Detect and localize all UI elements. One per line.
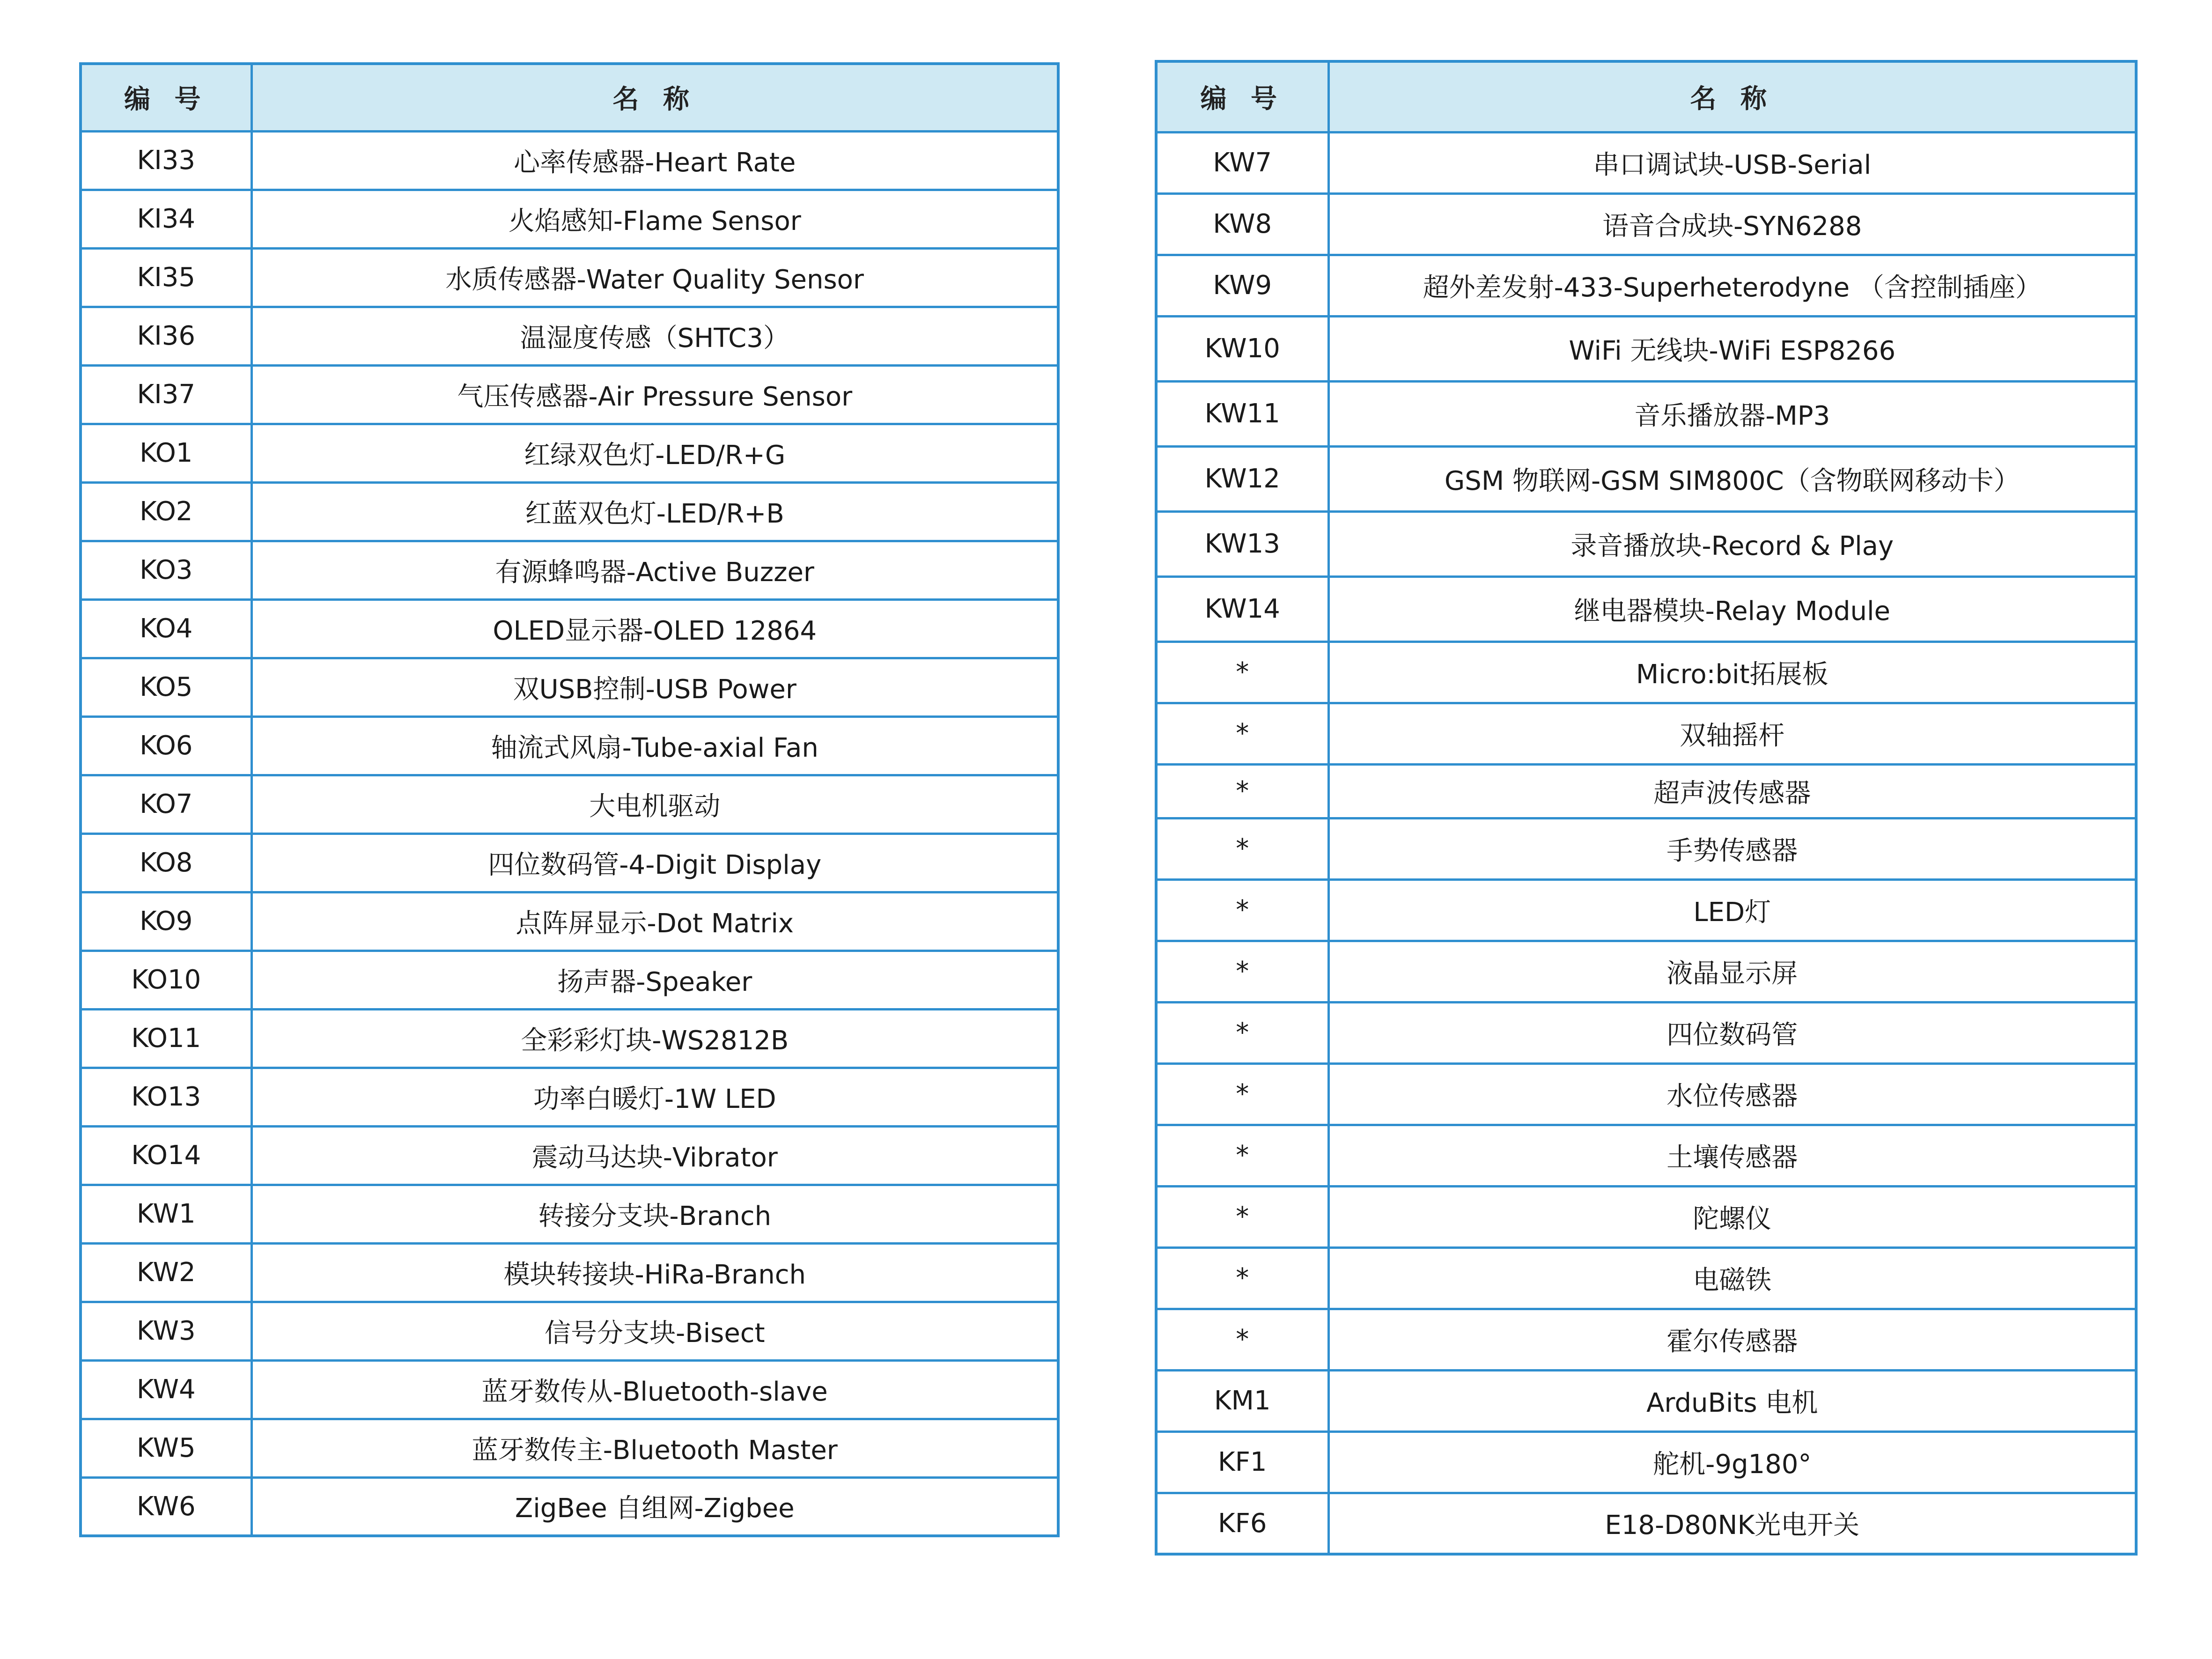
name-column-header: 名 称 [1328, 61, 2136, 132]
code-column-header: 编 号 [1156, 61, 1328, 132]
part-name: 扬声器-Speaker [251, 951, 1058, 1009]
part-code: * [1156, 764, 1328, 818]
part-code: * [1156, 641, 1328, 703]
table-row [1156, 511, 2136, 576]
part-code: KO5 [81, 658, 251, 716]
part-code: KW14 [1156, 576, 1328, 641]
right-table-header [1156, 61, 2136, 132]
part-code: KO14 [81, 1126, 251, 1185]
part-name: 全彩彩灯块-WS2812B [251, 1009, 1058, 1068]
part-code: KF6 [1156, 1493, 1328, 1554]
table-row [1156, 1247, 2136, 1309]
part-name: ArduBits 电机 [1328, 1370, 2136, 1431]
part-name: 温湿度传感（SHTC3） [251, 307, 1058, 365]
left-table-header [81, 64, 1058, 131]
part-name: 录音播放块-Record & Play [1328, 511, 2136, 576]
part-code: KO1 [81, 424, 251, 482]
table-row [81, 248, 1058, 307]
code-column-header: 编 号 [81, 64, 251, 131]
part-code: KI35 [81, 248, 251, 307]
part-code: * [1156, 879, 1328, 941]
part-name: 双轴摇杆 [1328, 703, 2136, 764]
table-row [81, 658, 1058, 716]
table-row [81, 131, 1058, 190]
part-name: 震动马达块-Vibrator [251, 1126, 1058, 1185]
part-code: KO10 [81, 951, 251, 1009]
part-name: 水位传感器 [1328, 1063, 2136, 1125]
part-code: KO8 [81, 833, 251, 892]
table-row [81, 599, 1058, 658]
left-table-body [81, 131, 1058, 1536]
part-name: E18-D80NK光电开关 [1328, 1493, 2136, 1554]
part-name: 舵机-9g180° [1328, 1431, 2136, 1493]
table-row [1156, 1063, 2136, 1125]
table-row [1156, 818, 2136, 879]
part-name: WiFi 无线块-WiFi ESP8266 [1328, 316, 2136, 381]
part-name: 液晶显示屏 [1328, 941, 2136, 1002]
part-code: KI34 [81, 190, 251, 248]
part-code: KO11 [81, 1009, 251, 1068]
part-name: 轴流式风扇-Tube-axial Fan [251, 716, 1058, 775]
table-row [1156, 764, 2136, 818]
table-row [81, 1185, 1058, 1243]
part-name: 双USB控制-USB Power [251, 658, 1058, 716]
part-code: * [1156, 1186, 1328, 1247]
part-name: 电磁铁 [1328, 1247, 2136, 1309]
table-row [1156, 381, 2136, 446]
part-code: KO13 [81, 1068, 251, 1126]
table-row [81, 482, 1058, 541]
part-code: KO2 [81, 482, 251, 541]
part-name: 大电机驱动 [251, 775, 1058, 833]
table-row [81, 833, 1058, 892]
table-row [81, 307, 1058, 365]
left-parts-table [79, 62, 1060, 1537]
table-row [1156, 1493, 2136, 1554]
part-code: KF1 [1156, 1431, 1328, 1493]
table-row [81, 424, 1058, 482]
part-name: 蓝牙数传从-Bluetooth-slave [251, 1360, 1058, 1419]
table-row [81, 1419, 1058, 1477]
part-code: KW1 [81, 1185, 251, 1243]
part-name: OLED显示器-OLED 12864 [251, 599, 1058, 658]
table-row [81, 1360, 1058, 1419]
part-code: KW8 [1156, 193, 1328, 255]
part-name: 信号分支块-Bisect [251, 1302, 1058, 1360]
table-row [1156, 1125, 2136, 1186]
part-name: 四位数码管-4-Digit Display [251, 833, 1058, 892]
table-row [81, 951, 1058, 1009]
part-name: 超声波传感器 [1328, 764, 2136, 818]
name-column-header: 名 称 [251, 64, 1058, 131]
part-code: KW5 [81, 1419, 251, 1477]
part-name: 转接分支块-Branch [251, 1185, 1058, 1243]
table-row [1156, 1370, 2136, 1431]
part-name: 气压传感器-Air Pressure Sensor [251, 365, 1058, 424]
part-code: KW6 [81, 1477, 251, 1536]
table-row [81, 365, 1058, 424]
table-row [81, 541, 1058, 599]
part-name: Micro:bit拓展板 [1328, 641, 2136, 703]
table-row [1156, 941, 2136, 1002]
part-code: KW13 [1156, 511, 1328, 576]
table-row [1156, 446, 2136, 511]
part-code: KW3 [81, 1302, 251, 1360]
part-name: GSM 物联网-GSM SIM800C（含物联网移动卡） [1328, 446, 2136, 511]
part-code: KO9 [81, 892, 251, 951]
part-name: 继电器模块-Relay Module [1328, 576, 2136, 641]
table-row [81, 892, 1058, 951]
part-name: 火焰感知-Flame Sensor [251, 190, 1058, 248]
table-row [1156, 255, 2136, 316]
part-name: 超外差发射-433-Superheterodyne （含控制插座） [1328, 255, 2136, 316]
part-code: * [1156, 1309, 1328, 1370]
part-name: 模块转接块-HiRa-Branch [251, 1243, 1058, 1302]
part-name: 功率白暖灯-1W LED [251, 1068, 1058, 1126]
table-row [1156, 1431, 2136, 1493]
part-name: 串口调试块-USB-Serial [1328, 132, 2136, 193]
part-code: * [1156, 818, 1328, 879]
part-name: 霍尔传感器 [1328, 1309, 2136, 1370]
part-code: KW4 [81, 1360, 251, 1419]
part-code: KW2 [81, 1243, 251, 1302]
part-name: 手势传感器 [1328, 818, 2136, 879]
part-name: 红绿双色灯-LED/R+G [251, 424, 1058, 482]
part-code: KW12 [1156, 446, 1328, 511]
part-name: 蓝牙数传主-Bluetooth Master [251, 1419, 1058, 1477]
table-row [81, 1126, 1058, 1185]
part-name: LED灯 [1328, 879, 2136, 941]
part-code: KO4 [81, 599, 251, 658]
part-code: KI37 [81, 365, 251, 424]
part-code: KO6 [81, 716, 251, 775]
table-row [81, 1009, 1058, 1068]
part-code: KO7 [81, 775, 251, 833]
table-row [81, 716, 1058, 775]
part-code: * [1156, 941, 1328, 1002]
part-code: KW11 [1156, 381, 1328, 446]
table-row [81, 190, 1058, 248]
table-row [1156, 1186, 2136, 1247]
part-name: 土壤传感器 [1328, 1125, 2136, 1186]
part-name: 四位数码管 [1328, 1002, 2136, 1063]
part-code: * [1156, 1247, 1328, 1309]
part-name: 心率传感器-Heart Rate [251, 131, 1058, 190]
table-row [1156, 576, 2136, 641]
right-table-body [1156, 132, 2136, 1554]
right-parts-table [1155, 60, 2138, 1556]
part-name: 水质传感器-Water Quality Sensor [251, 248, 1058, 307]
table-row [81, 1243, 1058, 1302]
part-name: 有源蜂鸣器-Active Buzzer [251, 541, 1058, 599]
part-code: * [1156, 1125, 1328, 1186]
table-row [1156, 193, 2136, 255]
part-code: KM1 [1156, 1370, 1328, 1431]
part-name: 音乐播放器-MP3 [1328, 381, 2136, 446]
part-code: * [1156, 703, 1328, 764]
table-row [1156, 132, 2136, 193]
table-row [81, 1477, 1058, 1536]
table-row [1156, 316, 2136, 381]
part-name: 陀螺仪 [1328, 1186, 2136, 1247]
table-row [81, 775, 1058, 833]
table-row [81, 1068, 1058, 1126]
part-name: 点阵屏显示-Dot Matrix [251, 892, 1058, 951]
table-row [1156, 1002, 2136, 1063]
part-code: KW7 [1156, 132, 1328, 193]
part-name: 语音合成块-SYN6288 [1328, 193, 2136, 255]
part-name: ZigBee 自组网-Zigbee [251, 1477, 1058, 1536]
part-code: KW9 [1156, 255, 1328, 316]
part-code: * [1156, 1002, 1328, 1063]
table-row [1156, 703, 2136, 764]
part-name: 红蓝双色灯-LED/R+B [251, 482, 1058, 541]
part-code: KO3 [81, 541, 251, 599]
part-code: KW10 [1156, 316, 1328, 381]
part-code: * [1156, 1063, 1328, 1125]
part-code: KI33 [81, 131, 251, 190]
table-row [81, 1302, 1058, 1360]
table-row [1156, 641, 2136, 703]
table-row [1156, 879, 2136, 941]
table-row [1156, 1309, 2136, 1370]
part-code: KI36 [81, 307, 251, 365]
